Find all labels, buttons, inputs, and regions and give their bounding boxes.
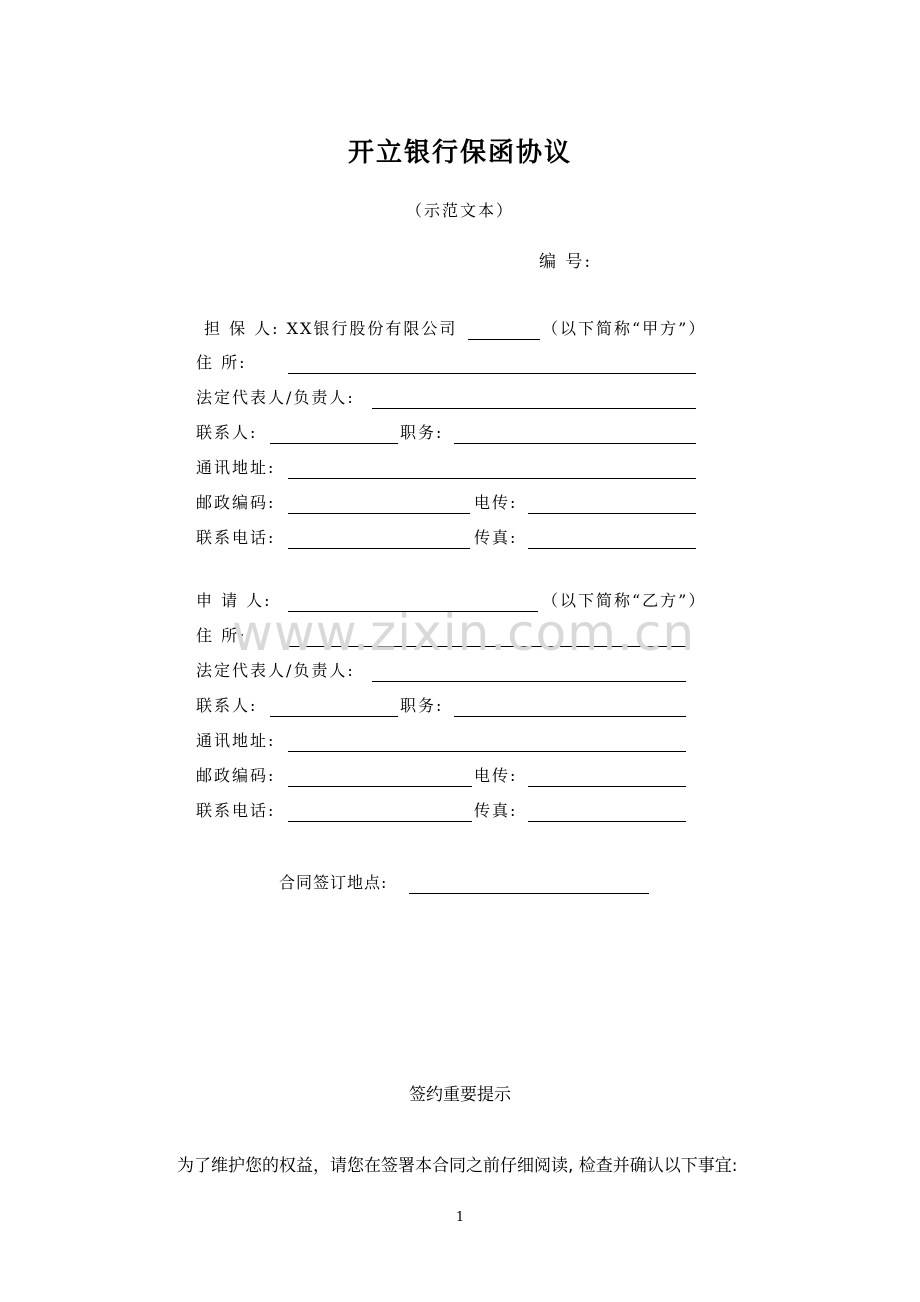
applicant-legal-rep-row — [196, 660, 686, 684]
applicant-position-label: 职务: — [400, 696, 444, 715]
applicant-fax-label: 传真: — [474, 801, 518, 820]
applicant-contact-blank[interactable] — [270, 716, 398, 717]
applicant-address-row — [196, 625, 686, 649]
applicant-mail-address-blank[interactable] — [288, 751, 686, 752]
guarantor-mail-address-label: 通讯地址: — [196, 458, 276, 477]
guarantor-fax-label: 传真: — [474, 528, 518, 547]
sign-place-blank[interactable] — [409, 893, 649, 894]
applicant-phone-row — [196, 800, 686, 824]
guarantor-fax-blank[interactable] — [528, 548, 696, 549]
guarantor-position-label: 职务: — [400, 423, 444, 442]
applicant-legal-rep-label: 法定代表人/负责人: — [196, 661, 355, 680]
applicant-label: 申 请 人: — [196, 591, 272, 610]
applicant-postcode-row — [196, 765, 686, 789]
guarantor-address-blank[interactable] — [288, 373, 696, 374]
guarantor-row — [196, 318, 726, 342]
applicant-address-label: 住 所: — [196, 626, 247, 645]
applicant-mail-address-row — [196, 730, 686, 754]
applicant-blank[interactable] — [288, 611, 538, 612]
page-number: 1 — [455, 1210, 465, 1225]
guarantor-position-blank[interactable] — [454, 443, 696, 444]
guarantor-contact-label: 联系人: — [196, 423, 258, 442]
tips-title: 签约重要提示 — [409, 1085, 511, 1105]
guarantor-phone-row — [196, 527, 696, 551]
document-subtitle: （示范文本） — [405, 201, 514, 220]
guarantor-telegraph-label: 电传: — [474, 493, 518, 512]
guarantor-legal-rep-blank[interactable] — [372, 408, 696, 409]
guarantor-legal-rep-row — [196, 387, 696, 411]
guarantor-address-row — [196, 352, 696, 376]
guarantor-postcode-label: 邮政编码: — [196, 493, 276, 512]
applicant-fax-blank[interactable] — [528, 821, 686, 822]
applicant-row — [196, 590, 726, 614]
guarantor-postcode-blank[interactable] — [288, 513, 470, 514]
document-title: 开立银行保函协议 — [347, 138, 572, 168]
guarantor-telegraph-blank[interactable] — [528, 513, 696, 514]
guarantor-phone-blank[interactable] — [288, 548, 470, 549]
applicant-address-blank[interactable] — [288, 646, 686, 647]
watermark: www.zixin.com.cn — [232, 604, 696, 662]
applicant-postcode-blank[interactable] — [288, 786, 472, 787]
applicant-telegraph-blank[interactable] — [528, 786, 686, 787]
applicant-contact-row — [196, 695, 686, 719]
contract-number-label: 编 号: — [539, 252, 593, 272]
sign-place-label: 合同签订地点: — [279, 873, 388, 892]
guarantor-mail-address-row — [196, 457, 696, 481]
guarantor-phone-label: 联系电话: — [196, 528, 276, 547]
guarantor-label: 担 保 人: XX银行股份有限公司 — [204, 319, 458, 338]
applicant-position-blank[interactable] — [454, 716, 686, 717]
sign-place-row — [279, 872, 659, 896]
applicant-suffix: （以下简称“乙方”） — [542, 591, 707, 610]
applicant-contact-label: 联系人: — [196, 696, 258, 715]
tips-text: 为了维护您的权益，请您在签署本合同之前仔细阅读, 检查并确认以下事宜: — [177, 1156, 738, 1176]
applicant-phone-label: 联系电话: — [196, 801, 276, 820]
guarantor-legal-rep-label: 法定代表人/负责人: — [196, 388, 355, 407]
guarantor-blank[interactable] — [468, 339, 540, 340]
applicant-legal-rep-blank[interactable] — [372, 681, 686, 682]
guarantor-contact-row — [196, 422, 696, 446]
guarantor-mail-address-blank[interactable] — [288, 478, 696, 479]
applicant-telegraph-label: 电传: — [474, 766, 518, 785]
applicant-postcode-label: 邮政编码: — [196, 766, 276, 785]
guarantor-contact-blank[interactable] — [270, 443, 398, 444]
guarantor-postcode-row — [196, 492, 696, 516]
applicant-phone-blank[interactable] — [288, 821, 472, 822]
applicant-mail-address-label: 通讯地址: — [196, 731, 276, 750]
guarantor-suffix: （以下简称“甲方”） — [542, 319, 707, 338]
guarantor-address-label: 住 所: — [196, 353, 247, 372]
